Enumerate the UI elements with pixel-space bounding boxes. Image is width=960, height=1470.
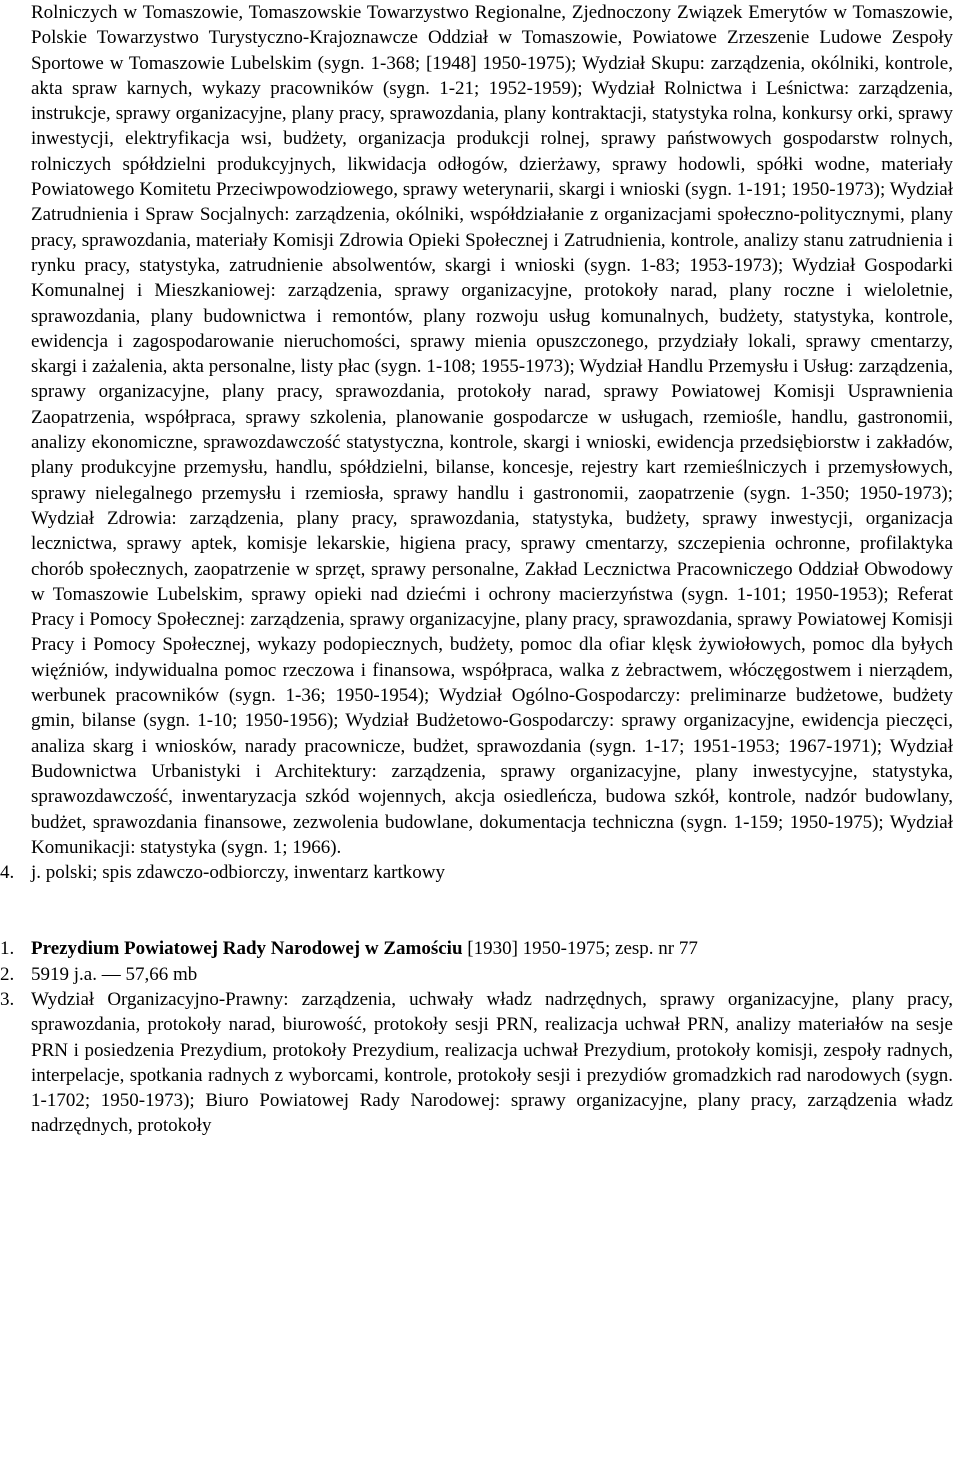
- list-item-number: 4.: [0, 862, 15, 884]
- list-item-number: 1.: [0, 938, 15, 960]
- list-item-4: [0, 860, 953, 885]
- list-item-3: [0, 987, 953, 1139]
- continuation-paragraph: Rolniczych w Tomaszowie, Tomaszowskie Towarzystwo Regionalne, Zjednoczony Związek Emerytów w Tomaszowie, Polskie Towarzystwo Turystyczno-Krajoznawcze Oddział w Tomaszowie, Powiatowe Zrzeszenie Ludowe Zespoły Sportowe w Tomaszowie Lubelskim (sygn. 1-368; [1948] 1950-1975); Wydział Skupu: zarządzenia, okólniki, kontrole, akta spraw karnych, wykazy pracowników (sygn. 1-21; 1952-1959); Wydział Rolnictwa i Leśnictwa: zarządzenia, instrukcje, sprawy organizacyjne, plany pracy, sprawozdania, plany kontraktacji, statystyka rolna, konkursy orki, sprawy inwestycji, elektryfikacja wsi, budżety, organizacja produkcji rolnej, sprawy państwowych gospodarstw rolnych, rolniczych spółdzielni produkcyjnych, likwidacja odłogów, dzierżawy, sprawy hodowli, spółki wodne, materiały Powiatowego Komitetu Przeciwpowodziowego, sprawy weterynarii, skargi i wnioski (sygn. 1-191; 1950-1973); Wydział Zatrudnienia i Spraw Socjalnych: zarządzenia, okólniki, współdziałanie z organizacjami społeczno-politycznymi, plany pracy, sprawozdania, materiały Komisji Zdrowia Opieki Społecznej i Zatrudnienia, kontrole, analizy stanu zatrudnienia i rynku pracy, statystyka, zatrudnienie absolwentów, skargi i wnioski (sygn. 1-83; 1953-1973); Wydział Gospodarki Komunalnej i Mieszkaniowej: zarządzenia, sprawy organizacyjne, protokoły narad, plany roczne i wieloletnie, sprawozdania, plany budownictwa i remontów, plany rozwoju usług komunalnych, budżety, statystyka, kontrole, ewidencja i zagospodarowanie nieruchomości, sprawy mienia opuszczonego, przydziały lokali, sprawy cmentarzy, skargi i zażalenia, akta personalne, listy płac (sygn. 1-108; 1955-1973); Wydział Handlu Przemysłu i Usług: zarządzenia, sprawy organizacyjne, plany pracy, sprawozdania, protokoły narad, sprawy Powiatowej Komisji Usprawnienia Zaopatrzenia, współpraca, sprawy szkolenia, planowanie gospodarcze w usługach, rzemiośle, handlu, gastronomii, analizy ekonomiczne, sprawozdawczość statystyczna, kontrole, skargi i wnioski, ewidencja przedsiębiorstw i zakładów, plany produkcyjne przemysłu, handlu, spółdzielni, bilanse, koncesje, rejestry kart rzemieślniczych i przemysłowych, sprawy nielegalnego przemysłu i rzemiosła, sprawy handlu i gastronomii, zaopatrzenie (sygn. 1-350; 1950-1973); Wydział Zdrowia: zarządzenia, plany pracy, sprawozdania, statystyka, budżety, sprawy inwestycji, organizacja lecznictwa, sprawy aptek, komisje lekarskie, higiena pracy, sprawy cmentarzy, szczepienia ochronne, profilaktyka chorób społecznych, zaopatrzenie w sprzęt, sprawy personalne, Zakład Lecznictwa Pracowniczego Oddział Obwodowy w Tomaszowie Lubelskim, sprawy opieki nad dziećmi i ochrony macierzyństwa (sygn. 1-101; 1950-1953); Referat Pracy i Pomocy Społecznej: zarządzenia, sprawy organizacyjne, plany pracy, sprawozdania, sprawy Powiatowej Komisji Pracy i Pomocy Społecznej, wykazy podopiecznych, budżety, pomoc dla ofiar klęsk żywiołowych, pomoc dla byłych więźniów, indywidualna pomoc rzeczowa i finansowa, współpraca, walka z żebractwem, włóczęgostwem i nierządem, werbunek pracowników (sygn. 1-36; 1950-1954); Wydział Ogólno-Gospodarczy: preliminarze budżetowe, budżety gmin, bilanse (sygn. 1-10; 1950-1956); Wydział Budżetowo-Gospodarczy: sprawy organizacyjne, ewidencja pieczęci, analiza skarg i wniosków, narady pracownicze, budżet, sprawozdania (sygn. 1-17; 1951-1953; 1967-1971); Wydział Budownictwa Urbanistyki i Architektury: zarządzenia, sprawy organizacyjne, plany inwestycyjne, statystyka, sprawozdawczość, inwentaryzacja szkód wojennych, akcja osiedleńcza, budowa szkół, kontrole, nadzór budowlany, budżet, sprawozdania finansowe, zezwolenia budowlane, dokumentacja techniczna (sygn. 1-159; 1950-1975); Wydział Komunikacji: statystyka (sygn. 1; 1966).: [31, 2, 953, 858]
- list-item-text: [31, 936, 953, 961]
- list-item-1: [0, 936, 953, 961]
- fond-title: Prezydium Powiatowej Rady Narodowej w Zamościu: [31, 938, 463, 960]
- list-item-number: 3.: [0, 988, 15, 1010]
- list-item-text: j. polski; spis zdawczo-odbiorczy, inwentarz kartkowy: [31, 862, 446, 884]
- fond-details: [1930] 1950-1975; zesp. nr 77: [462, 938, 698, 960]
- list-item-2: [0, 962, 953, 987]
- section-gap: [31, 885, 953, 936]
- list-item-text: 5919 j.a. — 57,66 mb: [31, 963, 198, 985]
- list-item-number: 2.: [0, 963, 15, 985]
- list-item-text: Wydział Organizacyjno-Prawny: zarządzenia, uchwały władz nadrzędnych, sprawy organizacyjne, plany pracy, sprawozdania, protokoły narad, biurowość, protokoły sesji PRN, realizacja uchwał PRN, analizy materiałów na sesje PRN i posiedzenia Prezydium, protokoły Prezydium, realizacja uchwał Prezydium, protokoły komisji, zespoły radnych, interpelacje, spotkania radnych z wyborcami, kontrole, protokoły sesji i prezydiów gromadzkich rad narodowych (sygn. 1-1702; 1950-1973); Biuro Powiatowej Rady Narodowej: sprawy organizacyjne, plany pracy, zarządzenia władz nadrzędnych, protokoły: [31, 988, 953, 1137]
